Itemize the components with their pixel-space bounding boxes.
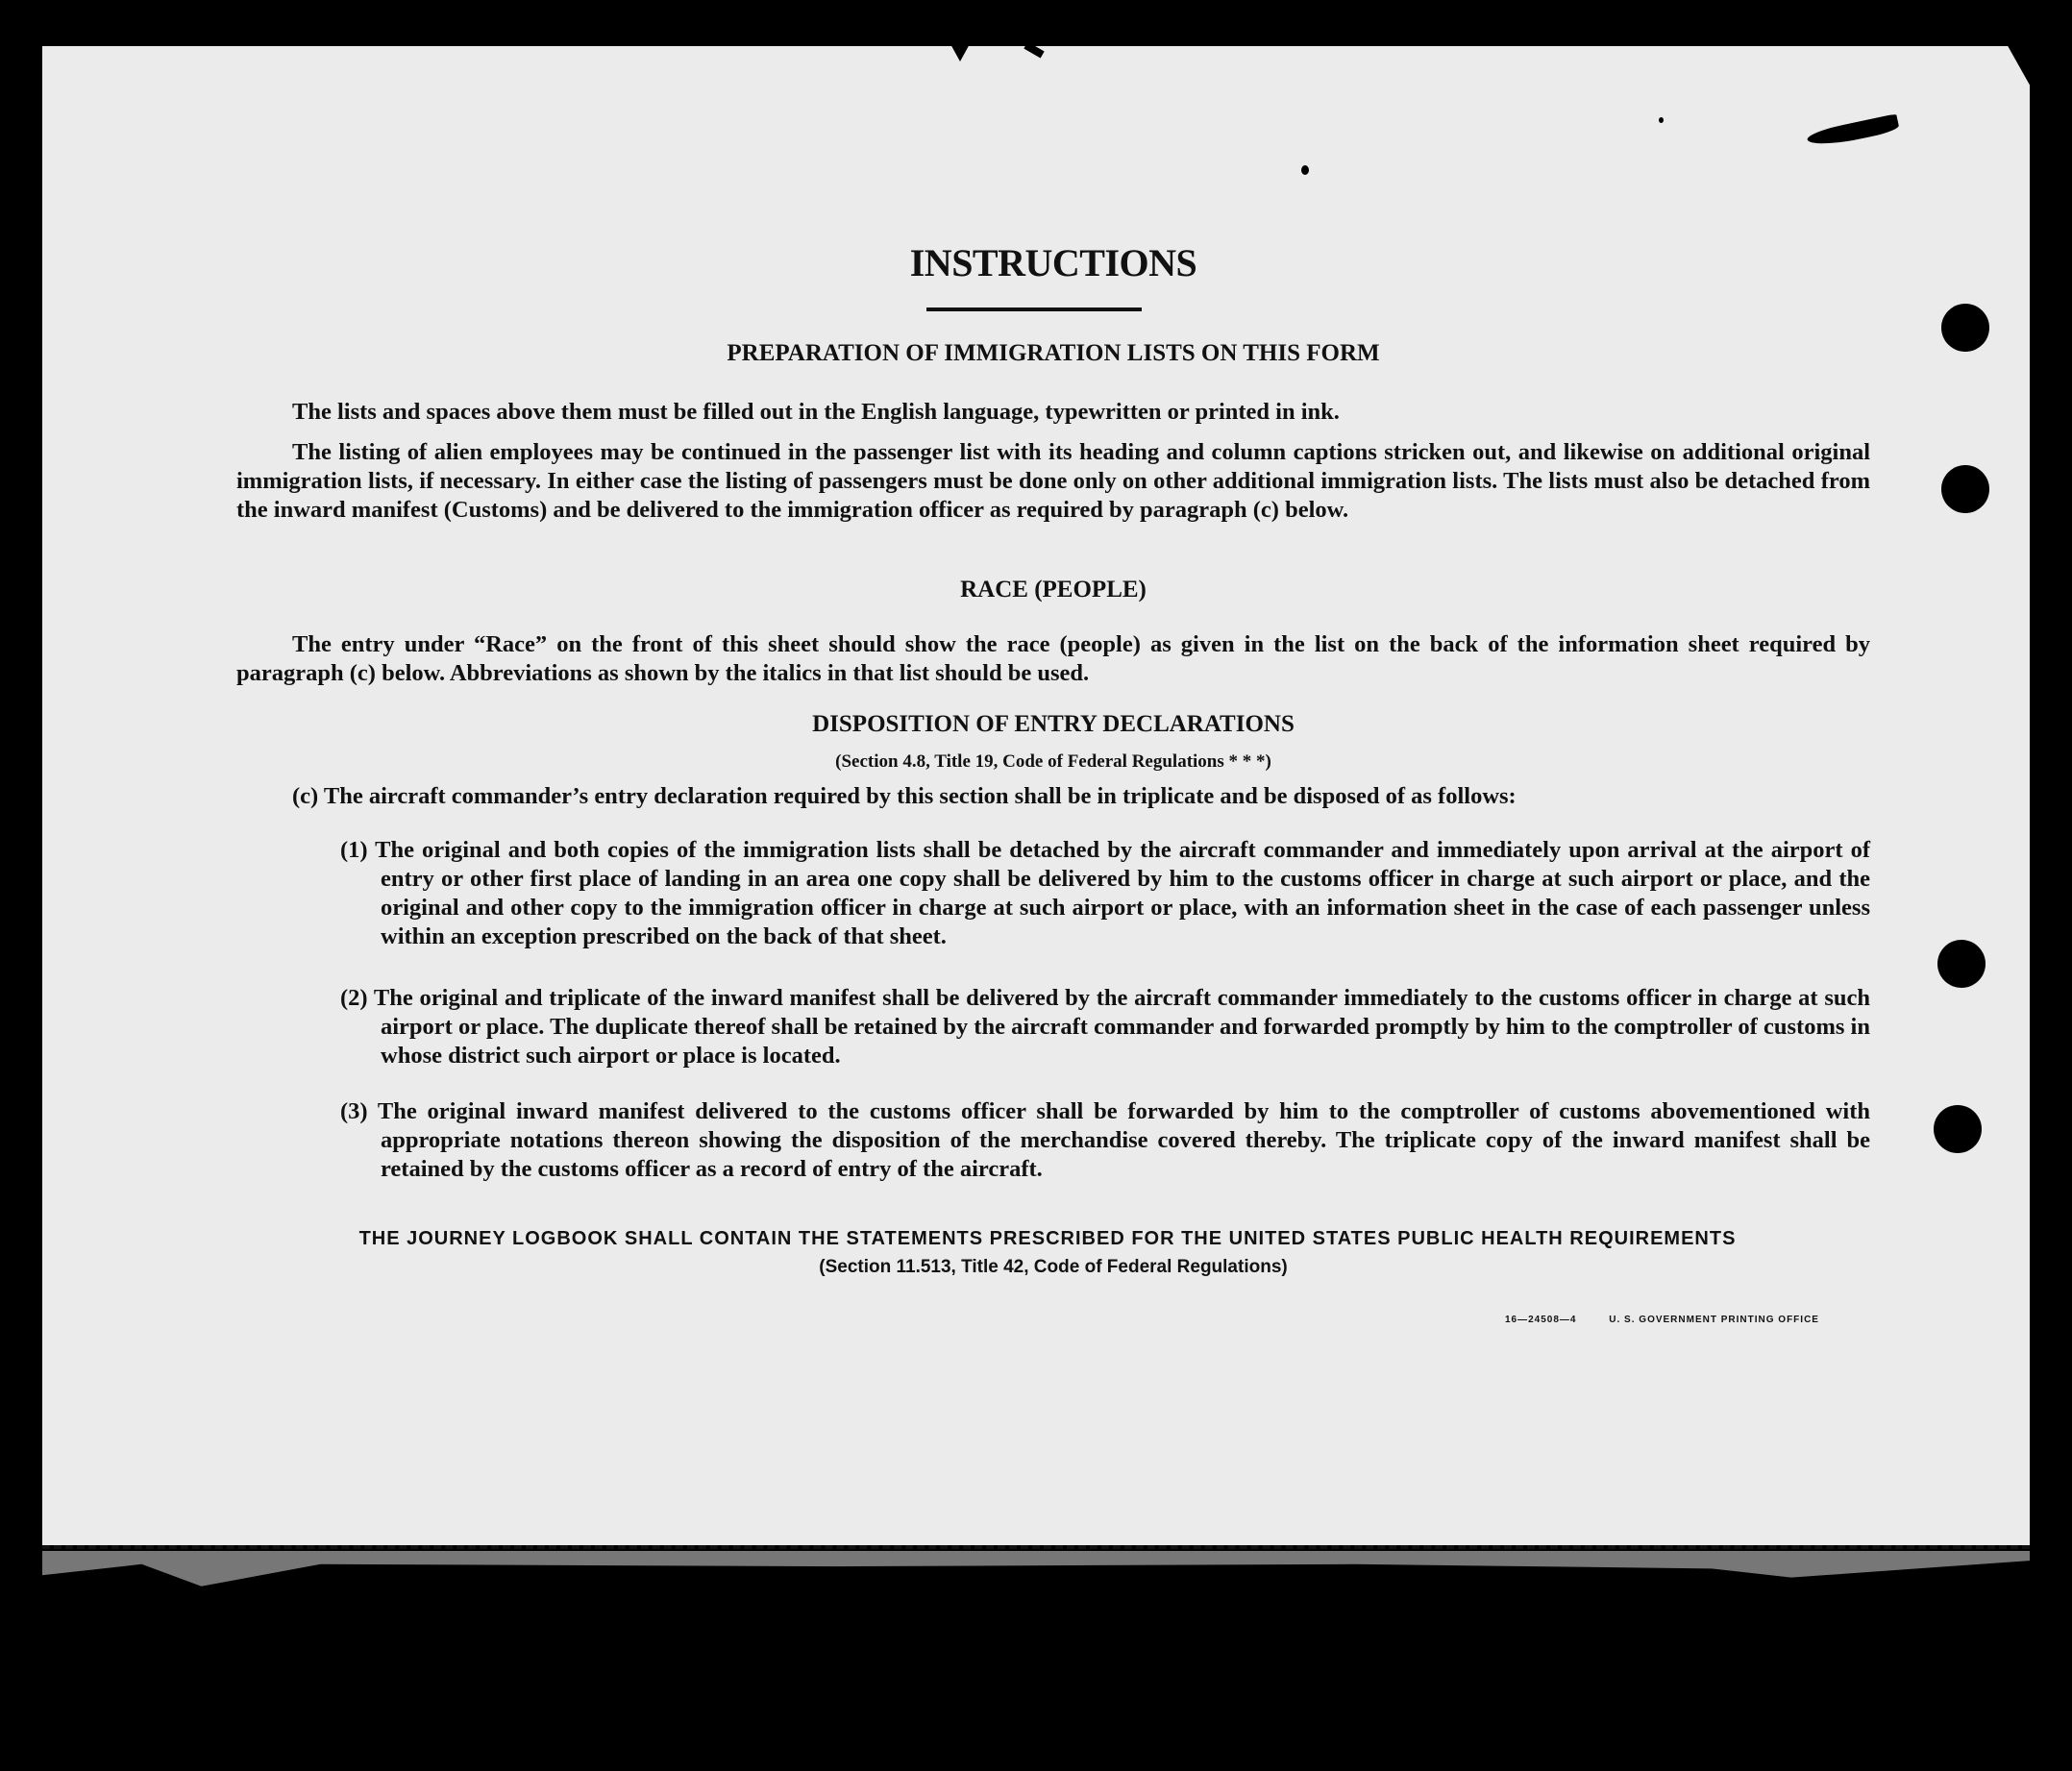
footer-statement: THE JOURNEY LOGBOOK SHALL CONTAIN THE STATEMENTS PRESCRIBED FOR THE UNITED STATES PUBLIC HEALTH REQUIREMENTS — [358, 1228, 1737, 1249]
punch-hole — [1934, 1105, 1982, 1153]
citation-title-19: (Section 4.8, Title 19, Code of Federal Regulations * * *) — [835, 751, 1271, 772]
title-underline — [926, 307, 1142, 311]
page-title: INSTRUCTIONS — [909, 241, 1197, 284]
printer-name: U. S. GOVERNMENT PRINTING OFFICE — [1609, 1315, 1819, 1325]
heading-preparation: PREPARATION OF IMMIGRATION LISTS ON THIS FORM — [727, 340, 1380, 366]
punch-hole — [1941, 465, 1989, 513]
show-through-mark — [227, 106, 283, 165]
heading-disposition: DISPOSITION OF ENTRY DECLARATIONS — [812, 711, 1295, 737]
paragraph-race: The entry under “Race” on the front of this sheet should show the race (people) as given in the list on the back of the information sheet required by paragraph (c) below. Abbreviations as shown by the italics in that list should be used. — [236, 631, 1870, 686]
footer-citation: (Section 11.513, Title 42, Code of Federal Regulations) — [819, 1257, 1288, 1277]
paragraph-alien-employees: The listing of alien employees may be continued in the passenger list with its heading and column captions stricken out, and likewise on additional original immigration lists, if necessary. In either case the listing of passengers must be done only on other additional immigration lists. The lists must also be detached from the inward manifest (Customs) and be delivered to the immigration officer as required by paragraph (c) below. — [236, 439, 1870, 523]
dot-mark — [1659, 117, 1664, 123]
punch-hole — [1937, 940, 1986, 988]
list-item-3: (3) The original inward manifest delivered to the customs officer shall be forwarded by him to the comptroller of customs abovementioned with appropriate notations thereon showing the disposition of the merchandise covered thereby. The triplicate copy of the inward manifest shall be retained by the customs officer as a record of entry of the aircraft. — [340, 1098, 1870, 1182]
heading-race: RACE (PEOPLE) — [960, 577, 1147, 603]
form-number: 16—24508—4 — [1505, 1315, 1577, 1325]
dot-mark — [1301, 165, 1309, 175]
list-item-2: (2) The original and triplicate of the inward manifest shall be delivered by the aircraft commander immediately to the customs officer in charge at such airport or place. The duplicate thereof shall be retained by the aircraft commander and forwarded promptly by him to the comptroller of customs in whose district such airport or place is located. — [340, 985, 1870, 1069]
printer-imprint — [1505, 1315, 1848, 1325]
paragraph-c-intro: (c) The aircraft commander’s entry declaration required by this section shall be in triplicate and be disposed of as follows: — [292, 783, 1517, 809]
paragraph-language: The lists and spaces above them must be filled out in the English language, typewritten or printed in ink. — [292, 399, 1340, 425]
torn-strip — [42, 1551, 2030, 1595]
punch-hole — [1941, 304, 1989, 352]
list-item-1: (1) The original and both copies of the immigration lists shall be detached by the aircraft commander and immediately upon arrival at the airport of entry or other first place of landing in an area one copy shall be delivered by him to the customs officer in charge at such airport or place, and the original and other copy to the immigration officer in charge at such airport or place, with an information sheet in the case of each passenger unless within an exception prescribed on the back of that sheet. — [340, 837, 1870, 949]
